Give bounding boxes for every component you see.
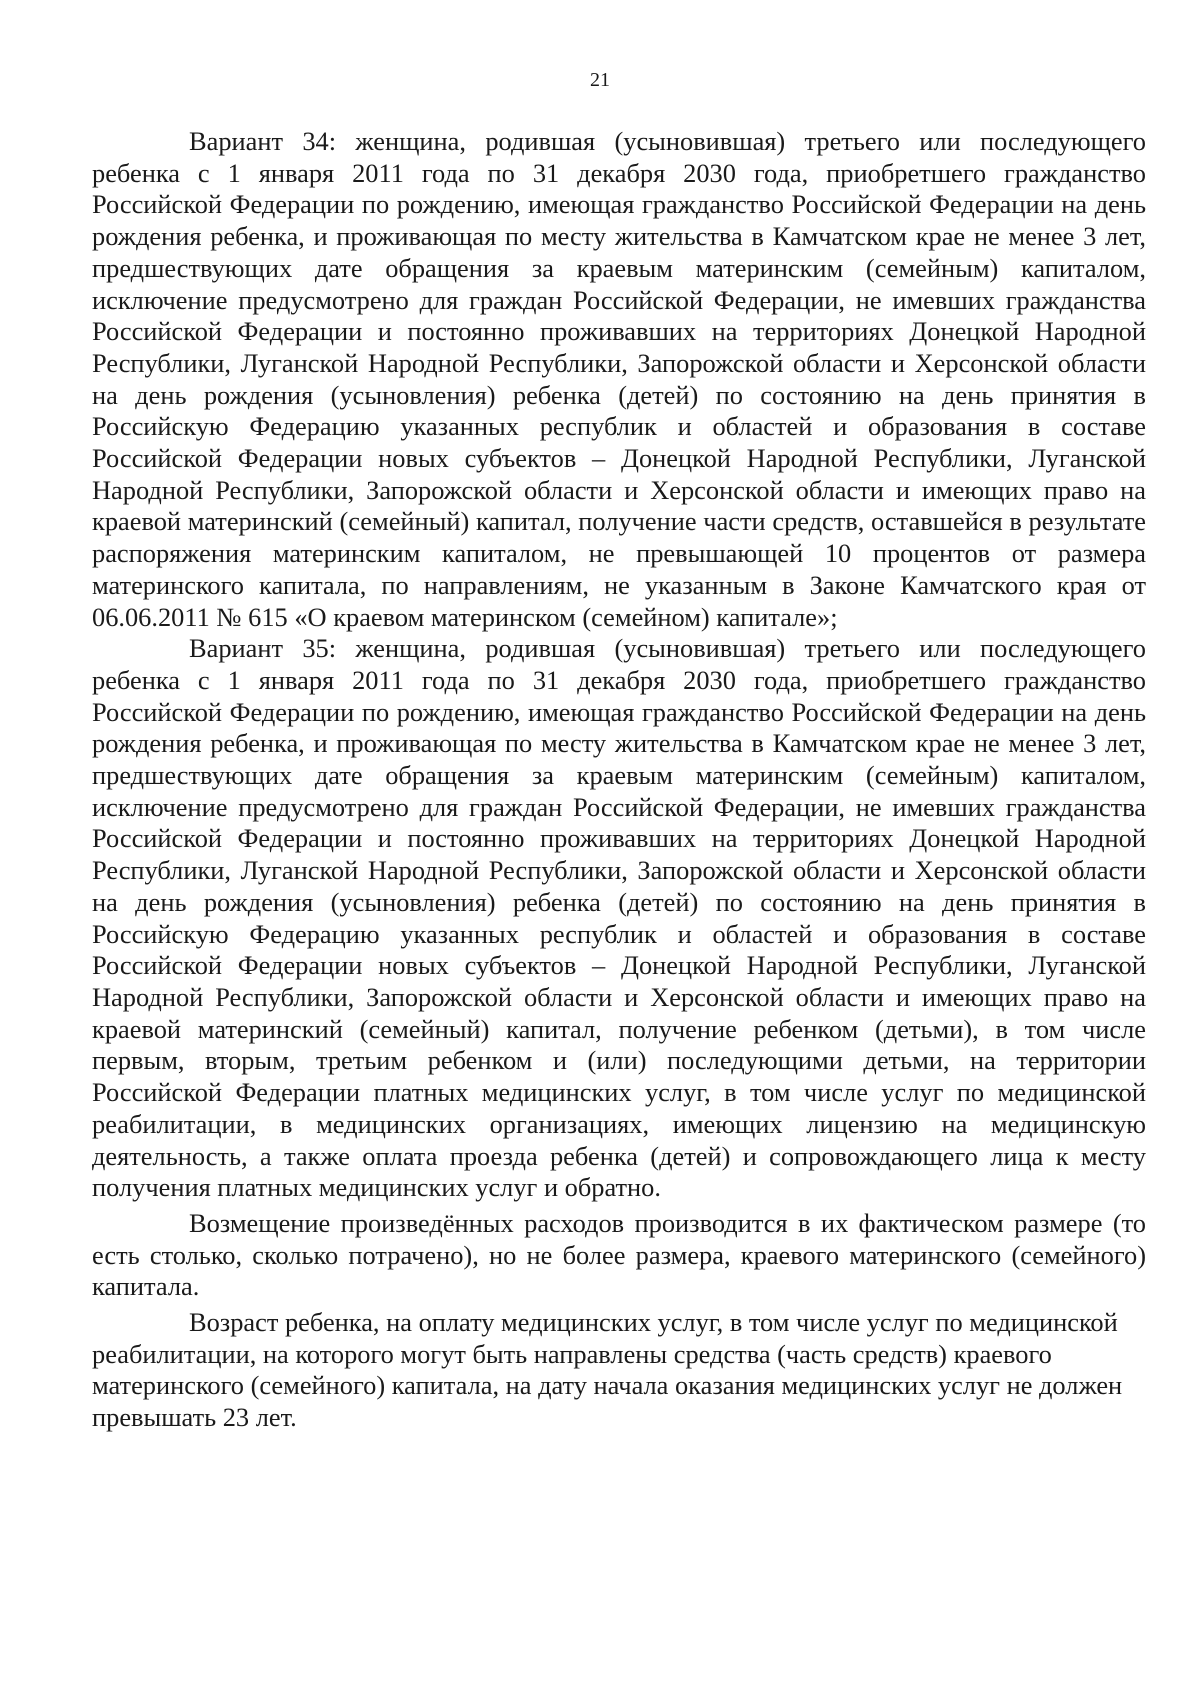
paragraph-variant-35: Вариант 35: женщина, родившая (усыновившая) третьего или последующего ребенка с 1 января 2011 года по 31 декабря 2030 года, приобретшего гражданство Российской Федерации по рождению, имеющая гражданство Российской Федерации на день рождения ребенка, и проживающая по месту жительства в Камчатском крае не менее 3 лет, предшествующих дате обращения за краевым материнским (семейным) капиталом, исключение предусмотрено для граждан Российской Федерации, не имевших гражданства Российской Федерации и постоянно проживавших на территориях Донецкой Народной Республики, Луганской Народной Республики, Запорожской области и Херсонской области на день рождения (усыновления) ребенка (детей) по состоянию на день принятия в Российскую Федерацию указанных республик и областей и образования в составе Российской Федерации новых субъектов – Донецкой Народной Республики, Луганской Народной Республики, Запорожской области и Херсонской области и имеющих право на краевой материнский (семейный) капитал, получение ребенком (детьми), в том числе первым, вторым, третьим ребенком и (или) последующими детьми, на территории Российской Федерации платных медицинских услуг, в том числе услуг по медицинской реабилитации, в медицинских организациях, имеющих лицензию на медицинскую деятельность, а также оплата проезда ребенка (детей) и сопровождающего лица к месту получения платных медицинских услуг и обратно. (92, 633, 1146, 1203)
paragraph-reimbursement: Возмещение произведённых расходов производится в их фактическом размере (то есть столько, сколько потрачено), но не более размера, краевого материнского (семейного) капитала. (92, 1207, 1146, 1302)
document-body (92, 126, 1146, 1434)
paragraph-variant-34: Вариант 34: женщина, родившая (усыновившая) третьего или последующего ребенка с 1 января 2011 года по 31 декабря 2030 года, приобретшего гражданство Российской Федерации по рождению, имеющая гражданство Российской Федерации на день рождения ребенка, и проживающая по месту жительства в Камчатском крае не менее 3 лет, предшествующих дате обращения за краевым материнским (семейным) капиталом, исключение предусмотрено для граждан Российской Федерации, не имевших гражданства Российской Федерации и постоянно проживавших на территориях Донецкой Народной Республики, Луганской Народной Республики, Запорожской области и Херсонской области на день рождения (усыновления) ребенка (детей) по состоянию на день принятия в Российскую Федерацию указанных республик и областей и образования в составе Российской Федерации новых субъектов – Донецкой Народной Республики, Луганской Народной Республики, Запорожской области и Херсонской области и имеющих право на краевой материнский (семейный) капитал, получение части средств, оставшейся в результате распоряжения материнским капиталом, не превышающей 10 процентов от размера материнского капитала, по направлениям, не указанным в Законе Камчатского края от 06.06.2011 № 615 «О краевом материнском (семейном) капитале»; (92, 126, 1146, 632)
paragraph-age-limit: Возраст ребенка, на оплату медицинских услуг, в том числе услуг по медицинской реабилитации, на которого могут быть направлены средства (часть средств) краевого материнского (семейного) капитала, на дату начала оказания медицинских услуг не должен превышать 23 лет. (92, 1307, 1123, 1433)
page-number: 21 (590, 69, 610, 91)
